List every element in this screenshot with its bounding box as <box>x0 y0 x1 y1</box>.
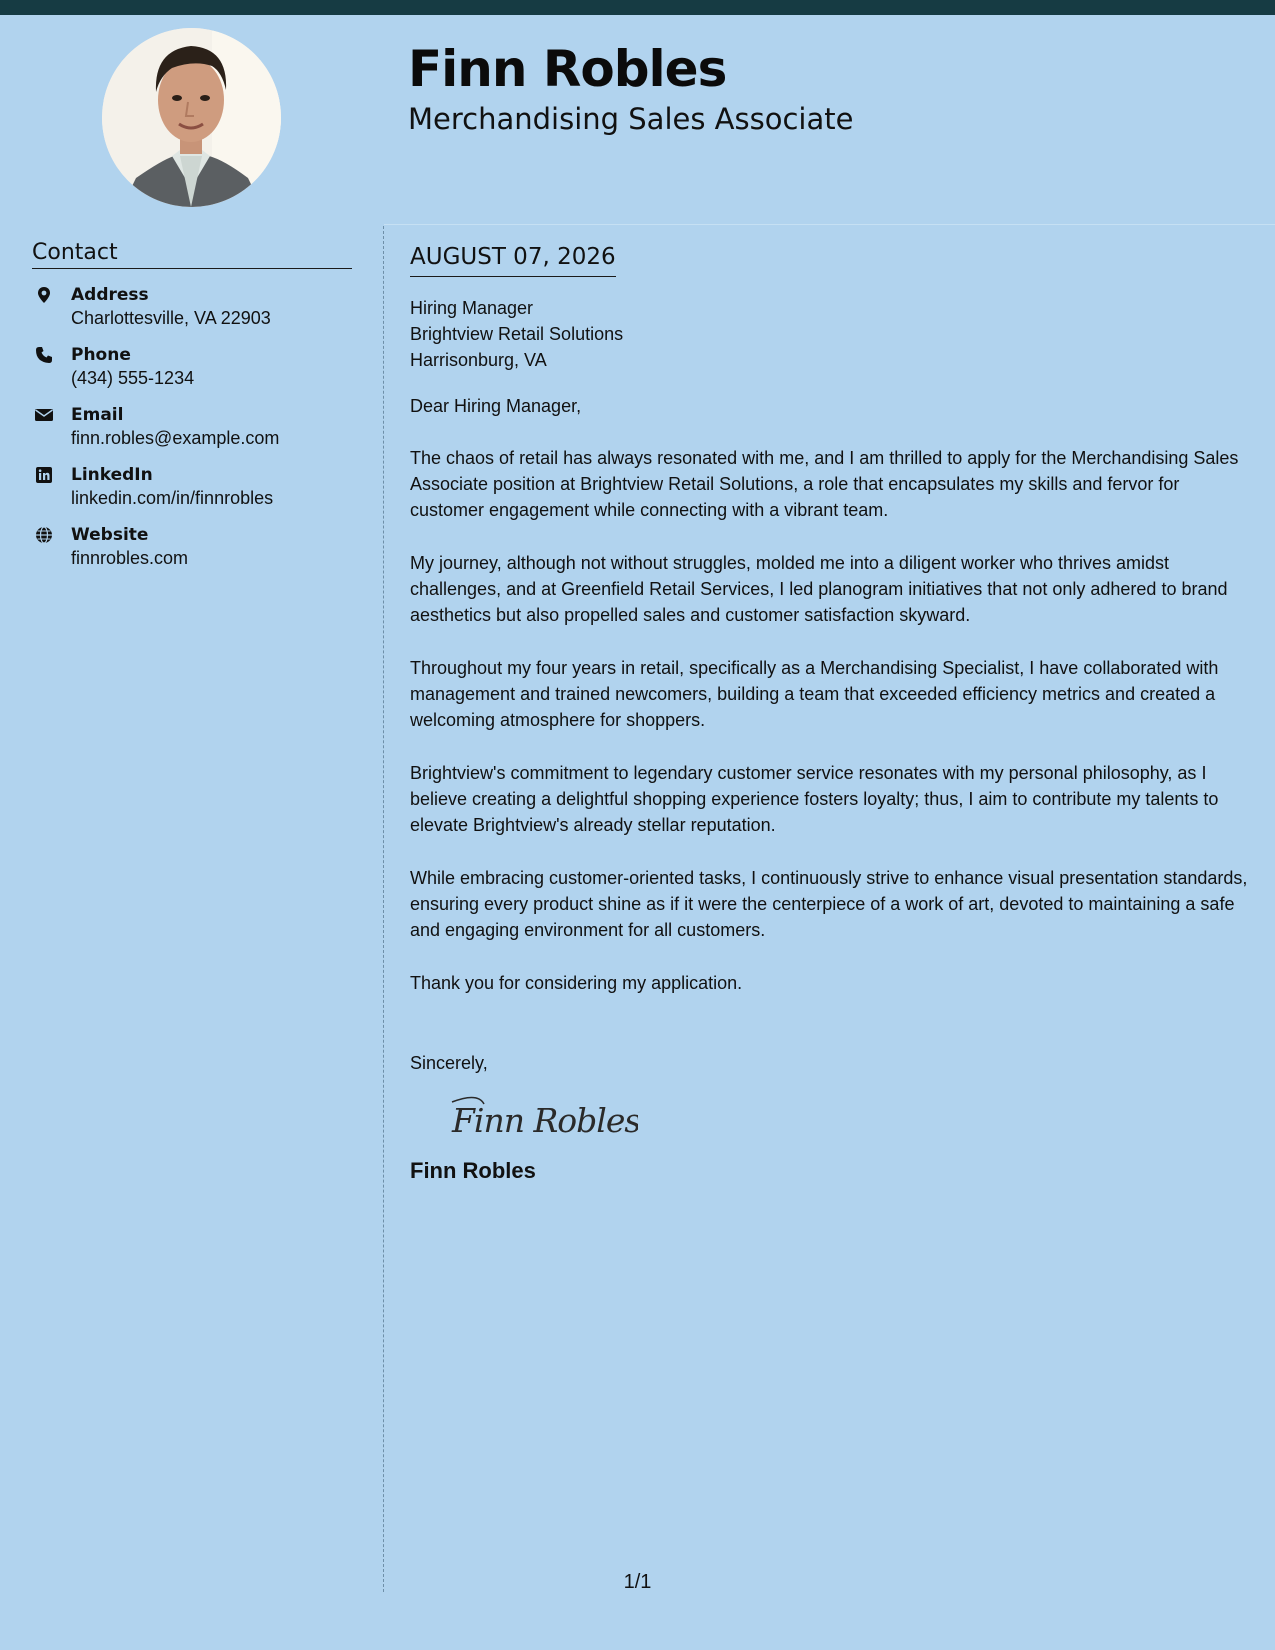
phone-label: Phone <box>71 345 131 365</box>
contact-linkedin <box>32 464 352 511</box>
letter-date: AUGUST 07, 2026 <box>410 242 616 277</box>
location-pin-icon <box>35 286 53 304</box>
phone-value: (434) 555-1234 <box>71 368 195 388</box>
website-label: Website <box>71 525 149 545</box>
closing-line: Thank you for considering my application. <box>410 973 743 993</box>
svg-text:Finn Robles: Finn Robles <box>452 1101 638 1140</box>
letter-body <box>410 242 1250 1184</box>
body-paragraph: While embracing customer-oriented tasks, I continuously strive to enhance visual presentation standards, ensuring every product shine as if it were the centerpiece of a work of art, devoted to maintaining a safe and engaging environment for all customers. <box>410 868 1248 940</box>
contact-sidebar <box>32 240 352 571</box>
contact-website <box>32 524 352 571</box>
signer-name: Finn Robles <box>410 1158 536 1183</box>
address-value: Charlottesville, VA 22903 <box>71 308 271 328</box>
handwritten-signature <box>448 1088 638 1146</box>
job-title: Merchandising Sales Associate <box>408 102 854 136</box>
applicant-name: Finn Robles <box>408 40 727 98</box>
linkedin-label: LinkedIn <box>71 465 153 485</box>
header-divider <box>384 224 1275 225</box>
contact-email <box>32 404 352 451</box>
body-paragraph: Brightview's commitment to legendary customer service resonates with my personal philosophy, as I believe creating a delightful shopping experience fosters loyalty; thus, I aim to contribute my talents to elevate Brightview's already stellar reputation. <box>410 763 1219 835</box>
recipient-line: Harrisonburg, VA <box>410 350 547 370</box>
email-value: finn.robles@example.com <box>71 428 280 448</box>
website-value: finnrobles.com <box>71 548 189 568</box>
contact-heading: Contact <box>32 240 352 269</box>
body-paragraph: Throughout my four years in retail, specifically as a Merchandising Specialist, I have collaborated with management and trained newcomers, building a team that exceeded efficiency metrics and created a welcoming atmosphere for shoppers. <box>410 658 1219 730</box>
linkedin-icon <box>35 466 53 484</box>
salutation: Dear Hiring Manager, <box>410 396 582 416</box>
top-bar <box>0 0 1275 15</box>
envelope-icon <box>35 406 53 424</box>
body-paragraph: My journey, although not without struggles, molded me into a diligent worker who thrives amidst challenges, and at Greenfield Retail Services, I led planogram initiatives that not only adhered to brand aesthetics but also propelled sales and customer satisfaction skyward. <box>410 553 1228 625</box>
column-divider <box>383 226 384 1592</box>
recipient-line: Hiring Manager <box>410 298 534 318</box>
linkedin-value: linkedin.com/in/finnrobles <box>71 488 274 508</box>
body-paragraph: The chaos of retail has always resonated with me, and I am thrilled to apply for the Merchandising Sales Associate position at Brightview Retail Solutions, a role that encapsulates my skills and fervor for customer engagement while connecting with a vibrant team. <box>410 448 1239 520</box>
signoff: Sincerely, <box>410 1053 488 1073</box>
globe-icon <box>35 526 53 544</box>
phone-icon <box>35 346 53 364</box>
profile-photo <box>102 28 281 207</box>
page-number: 1/1 <box>623 1571 652 1593</box>
contact-phone <box>32 344 352 391</box>
email-label: Email <box>71 405 124 425</box>
address-label: Address <box>71 285 149 305</box>
contact-address <box>32 284 352 331</box>
recipient-block <box>410 295 1250 373</box>
recipient-line: Brightview Retail Solutions <box>410 324 624 344</box>
